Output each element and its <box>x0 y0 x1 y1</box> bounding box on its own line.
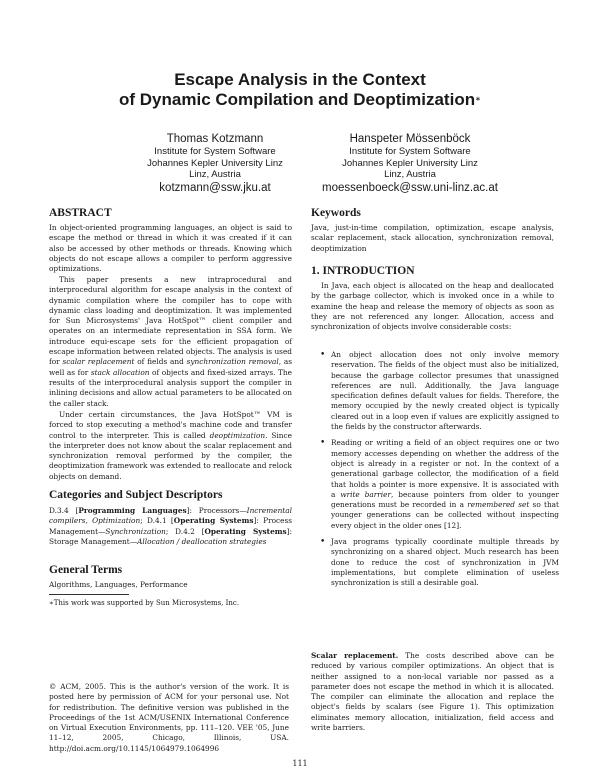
author-location: Linz, Austria <box>189 169 241 180</box>
footnote-rule <box>49 594 129 595</box>
general-terms-text: Algorithms, Languages, Performance <box>49 580 188 589</box>
author-email: moessenboeck@ssw.uni-linz.ac.at <box>322 181 498 194</box>
author-email: kotzmann@ssw.jku.at <box>159 181 271 194</box>
author-affiliation: Institute for System Software <box>154 146 276 157</box>
author-university: Johannes Kepler University Linz <box>147 157 283 169</box>
author-affiliation: Institute for System Software <box>349 146 471 157</box>
introduction-paragraph-1: In Java, each object is allocated on the heap and deallocated by the garbage collector, which is invoked once in a while to examine the heap and release the memory of objects as soon as they are not referenced any longer. Allocation, access and synchronization of objects involve considerable costs: <box>311 281 554 332</box>
abstract-paragraph-1: In object-oriented programming languages, an object is said to escape the method or thread in which it was created if it can also be accessed by other methods or threads. Knowing which objects do not escape allows a compiler to perform aggressive optimizations. <box>49 223 292 274</box>
author-2 <box>295 132 525 196</box>
author-name: Thomas Kotzmann <box>166 133 264 145</box>
abstract-paragraph-2: This paper presents a new intraprocedural and interprocedural algorithm for escape analysis in the context of dynamic compilation where the compiler has to cope with dynamic class loading and deoptimization. It was implemented for Sun Microsystems' Java HotSpot™ client compiler and operates on an intermediate representation in SSA form. We introduce equi-escape sets for the efficient propagation of escape information between related objects. The analysis is used for scalar replacement of fields and synchronization removal, as well as for stack allocation of objects and fixed-sized arrays. The results of the interprocedural analysis support the compiler in inlining decisions and allow actual parameters to be allocated on the caller stack. <box>49 275 293 408</box>
abstract-paragraph-3: Under certain circumstances, the Java HotSpot™ VM is forced to stop executing a method's machine code and transfer control to the interpreter. This is called deoptimization. Since the interpreter does not know about the scalar replacement and synchronization removal performed by the compiler, the deoptimization framework was extended to reallocate and relock objects on demand. <box>49 410 292 481</box>
footnote-text: ∗This work was supported by Sun Microsystems, Inc. <box>49 599 240 607</box>
list-item: • Reading or writing a field of an object requires one or two memory accesses depending on whether the address of the object is already in a register or not. In the context of a generational garbage collector, the modification of a field that holds a pointer is more expensive. It is associated with a write barrier, because pointers from older to younger generations must be recorded in a remembered set so that younger generations can be collected without inspecting every object in the older ones [12]. <box>331 438 559 531</box>
author-name: Hanspeter Mössenböck <box>349 133 471 145</box>
general-terms-heading: General Terms <box>49 564 123 576</box>
author-university: Johannes Kepler University Linz <box>342 157 478 169</box>
abstract-heading: ABSTRACT <box>49 207 112 219</box>
author-location: Linz, Austria <box>384 169 436 180</box>
categories-text: D.3.4 [Programming Languages]: Processors—Incremental compilers, Optimization; D.4.1 [Operating Systems]: Process Management—Synchronization; D.4.2 [Operating Systems]: Storage Management—Allocation / deallocation strategies <box>49 506 292 546</box>
paper-title-line1: Escape Analysis in the Context <box>174 70 426 89</box>
scalar-replacement-paragraph: Scalar replacement. The costs described above can be reduced by various compiler optimizations. An object that is neither assigned to a non-local variable nor passed as a parameter does not escape the method in which it is allocated. The compiler can eliminate the allocation and replace the object's fields by scalars (see Figure 1). This optimization eliminates memory allocation, initialization, field access and write barriers. <box>311 651 554 733</box>
cost-bullet-list <box>331 350 559 589</box>
list-item: • An object allocation does not only involve memory reservation. The fields of the object must also be initialized, because the garbage collector presumes that unassigned references are null. Additionally, the Java language specification defines default values for fields. Therefore, the memory occupied by the newly created object is typically cleared out in a loop even if values are explicitly assigned to the fields by the constructor afterwards. <box>331 350 559 432</box>
copyright-notice: © ACM, 2005. This is the author's version of the work. It is posted here by permission of ACM for your personal use. Not for redistribution. The definitive version was published in the Proceedings of the 1st ACM/USENIX International Conference on Virtual Execution Environments, pp. 111–120. VEE '05, June 11–12, 2005, Chicago, Illinois, USA. http://doi.acm.org/10.1145/1064979.1064996 <box>49 682 289 753</box>
keywords-text: Java, just-in-time compilation, optimization, escape analysis, scalar replacement, stack allocation, synchronization removal, deoptimization <box>311 223 554 253</box>
keywords-heading: Keywords <box>311 207 361 219</box>
title-footnote-mark: ∗ <box>475 96 481 103</box>
page-number: 111 <box>292 759 308 768</box>
paper-title-line2: of Dynamic Compilation and Deoptimization∗ <box>119 90 481 109</box>
categories-heading: Categories and Subject Descriptors <box>49 489 223 501</box>
introduction-heading: 1. INTRODUCTION <box>311 265 415 277</box>
list-item: • Java programs typically coordinate multiple threads by synchronizing on a shared object. Much research has been done to reduce the cost of synchronization in JVM implementations, but complete elimination of useless synchronization is still a desirable goal. <box>331 537 559 588</box>
